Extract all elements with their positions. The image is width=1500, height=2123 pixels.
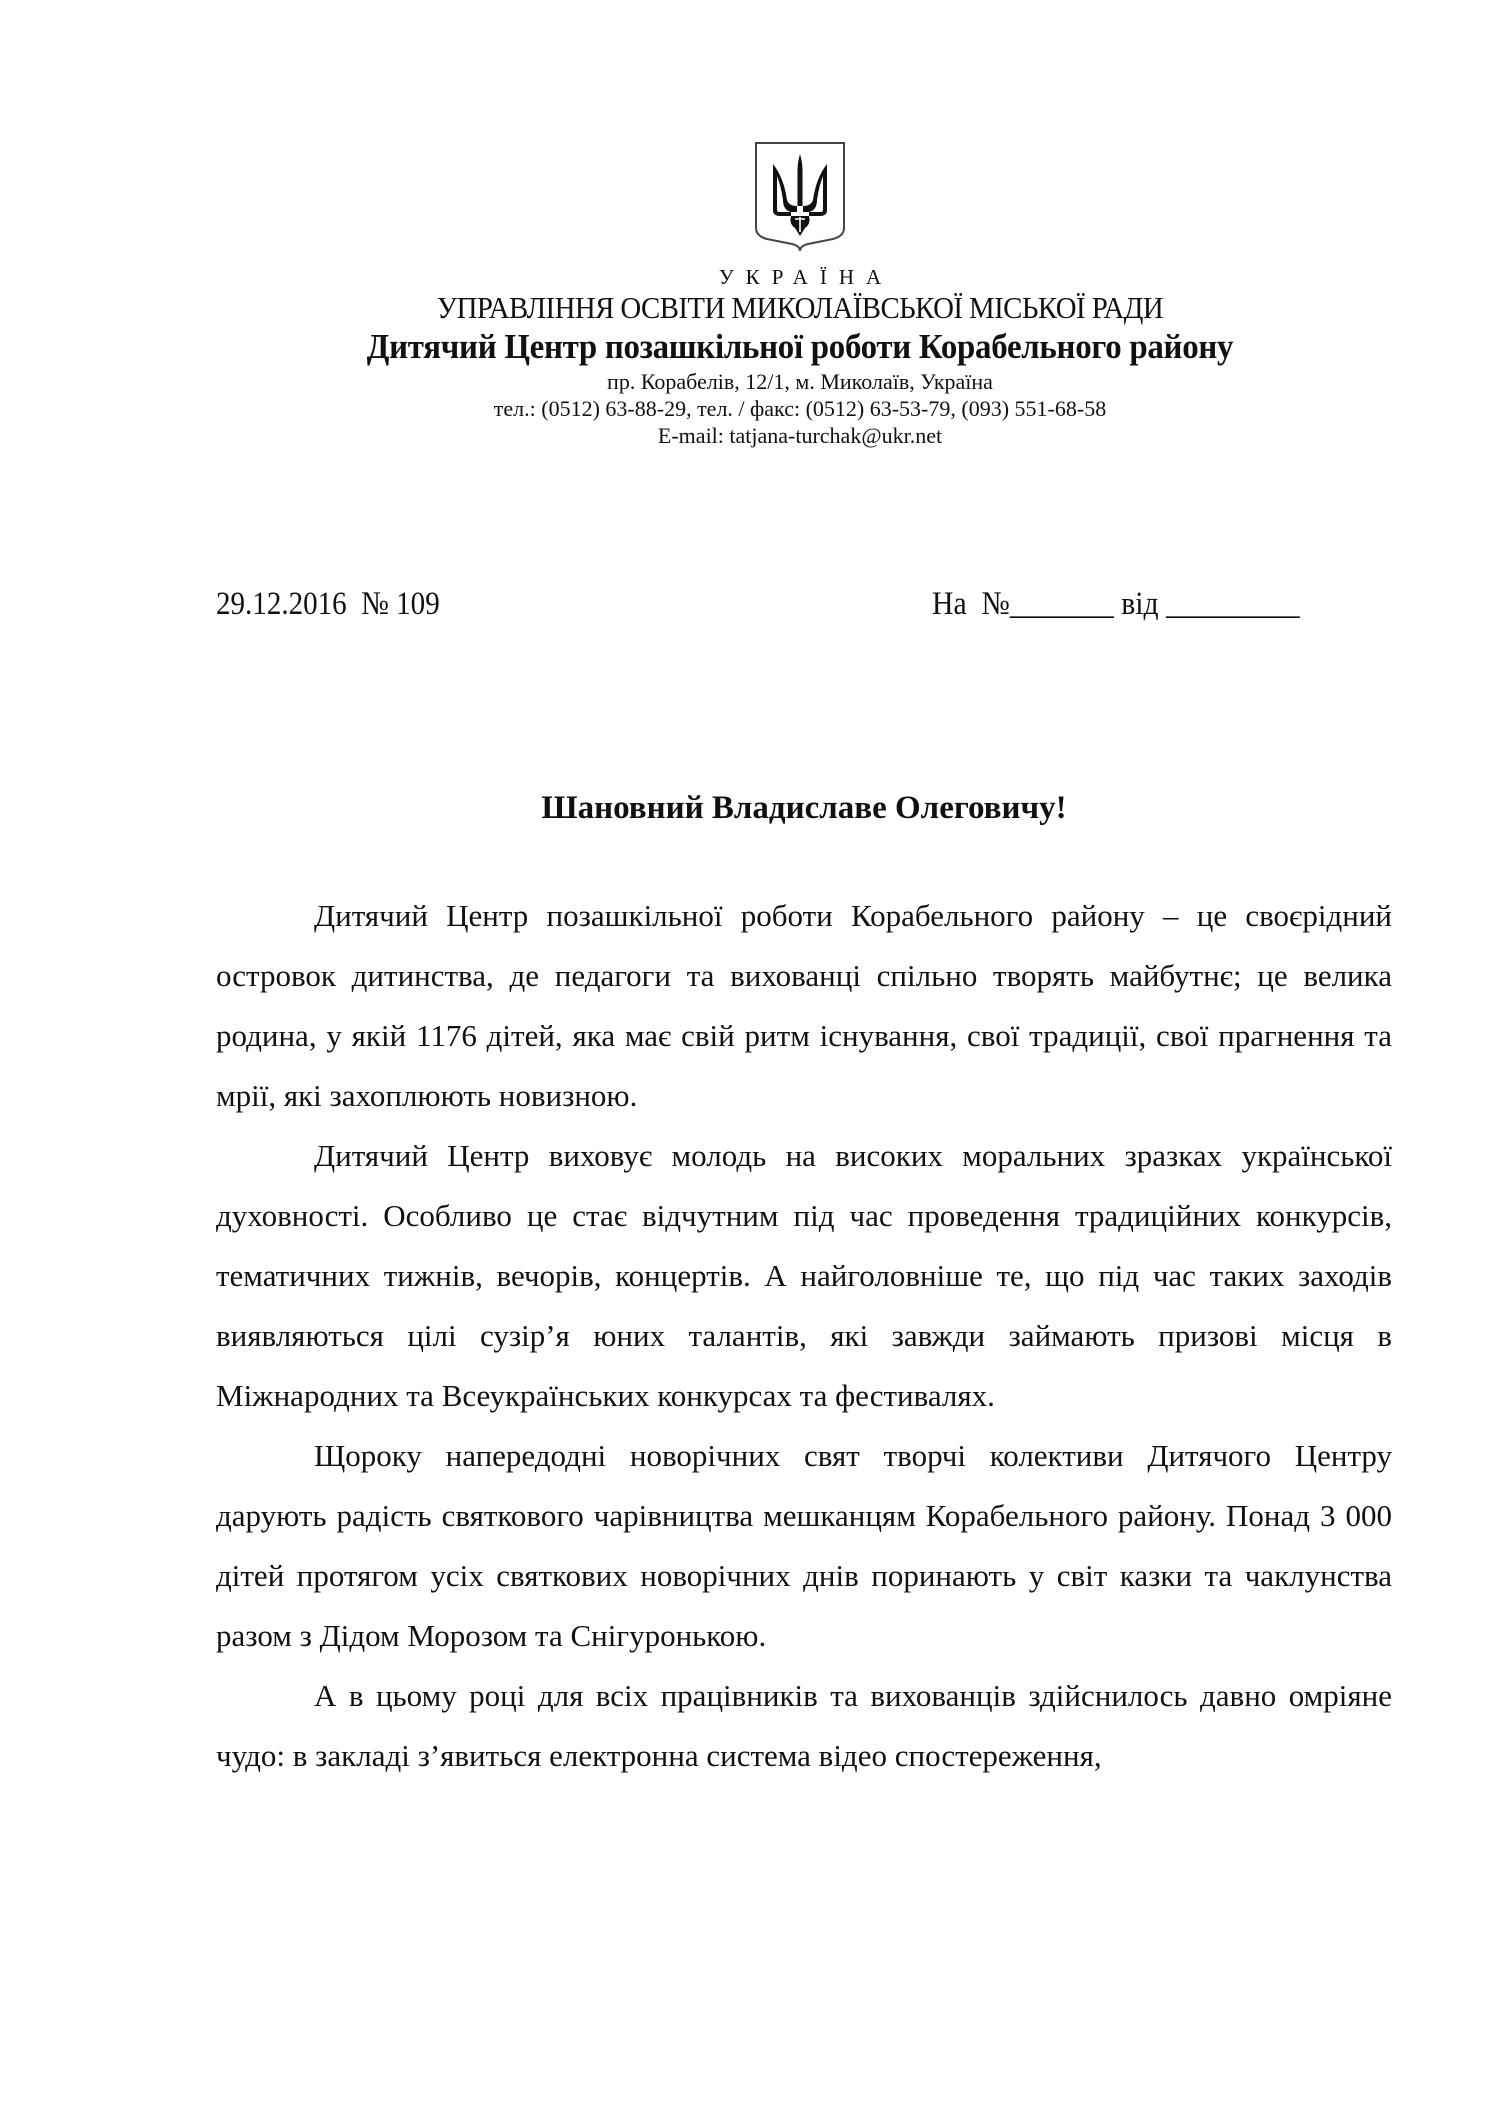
body-paragraph: Дитячий Центр позашкільної роботи Корабельного району – це своєрідний островок дитинства, де педагоги та вихованці спільно творять майбутнє; це велика родина, у якій 1176 дітей, яка має свій ритм існування, свої традиції, свої прагнення та мрії, які захоплюють новизною. [216,898,1392,1113]
reply-reference: На №_______ від _________ [932,586,1300,622]
letterhead [300,140,1300,449]
salutation: Шановний Владиславе Олеговичу! [541,790,1067,826]
organization-name: Дитячий Центр позашкільної роботи Корабельного району [366,327,1234,366]
address: пр. Корабелів, 12/1, м. Миколаїв, Україна [607,369,993,394]
letter-body [216,886,1392,1786]
authority-name: УПРАВЛІННЯ ОСВІТИ МИКОЛАЇВСЬКОЇ МІСЬКОЇ РАДИ [436,290,1164,325]
phone-numbers: тел.: (0512) 63-88-29, тел. / факс: (0512) 63-53-79, (093) 551-68-58 [493,396,1107,421]
trident-coat-of-arms-icon [753,140,847,254]
reference-row [216,582,1376,626]
outgoing-date-number: 29.12.2016 № 109 [216,586,440,622]
body-paragraph: А в цьому році для всіх працівників та вихованців здійснилось давно омріяне чудо: в закладі з’явиться електронна система відео спостереження, [216,1678,1392,1773]
country-name: УКРАЇНА [718,265,894,289]
body-paragraph: Дитячий Центр виховує молодь на високих моральних зразках української духовності. Особливо це стає відчутним під час проведення традиційних конкурсів, тематичних тижнів, вечорів, концертів. А найголовніше те, що під час таких заходів виявляються цілі сузір’я юних талантів, які завжди займають призові місця в Міжнародних та Всеукраїнських конкурсах та фестивалях. [216,1138,1392,1413]
email-address: E-mail: tatjana-turchak@ukr.net [657,423,943,448]
body-paragraph: Щороку напередодні новорічних свят творчі колективи Дитячого Центру дарують радість святкового чарівництва мешканцям Корабельного району. Понад 3 000 дітей протягом усіх святкових новорічних днів поринають у світ казки та чаклунства разом з Дідом Морозом та Снігуронькою. [216,1438,1392,1653]
